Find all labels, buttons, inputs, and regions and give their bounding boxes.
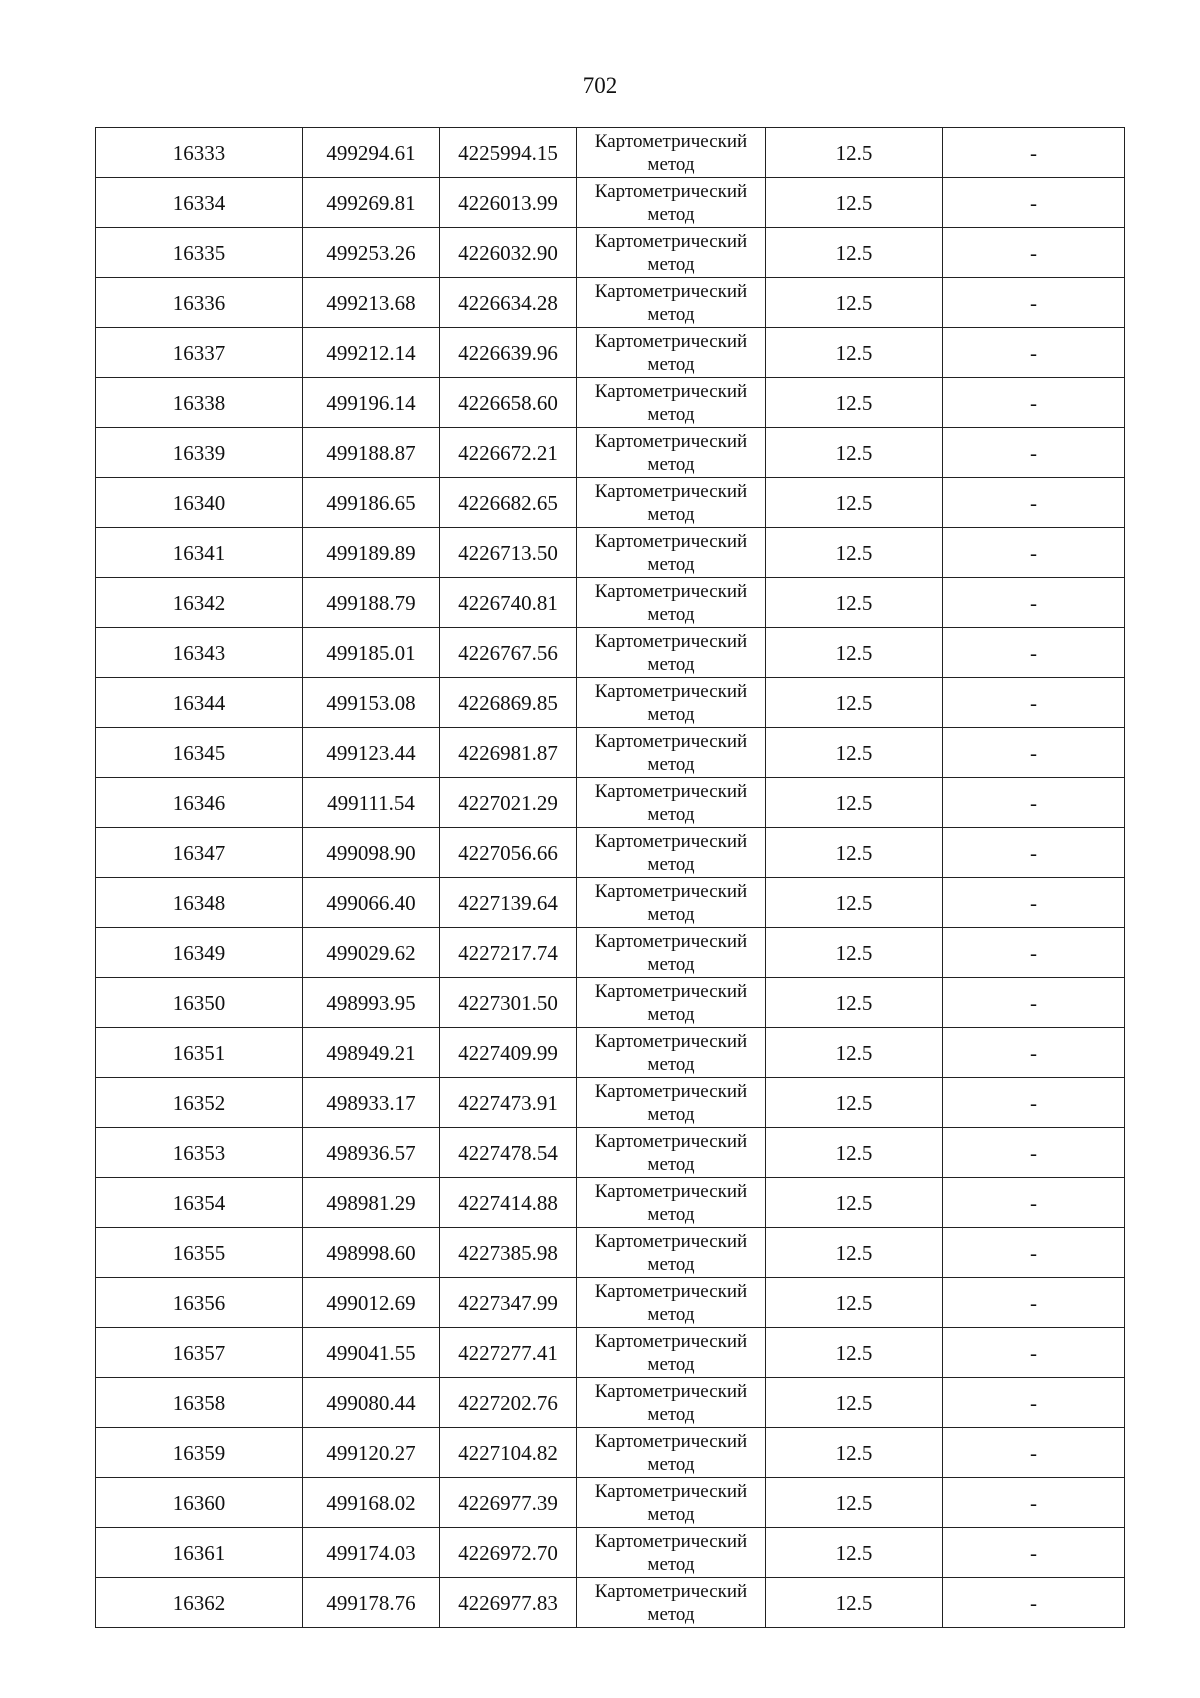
- table-row: [96, 528, 1125, 578]
- method-line-1: Картометрический: [594, 1480, 748, 1502]
- method-cell: [577, 778, 766, 828]
- method-line-1: Картометрический: [594, 880, 748, 902]
- x-coordinate-cell: 499066.40: [303, 878, 440, 928]
- y-coordinate-cell: 4226981.87: [440, 728, 577, 778]
- method-cell: [577, 928, 766, 978]
- accuracy-cell: 12.5: [766, 528, 943, 578]
- table-row: [96, 478, 1125, 528]
- y-coordinate-cell: 4226013.99: [440, 178, 577, 228]
- x-coordinate-cell: 499178.76: [303, 1578, 440, 1628]
- note-cell: -: [943, 778, 1125, 828]
- accuracy-cell: 12.5: [766, 828, 943, 878]
- method-cell: [577, 1378, 766, 1428]
- table-row: [96, 128, 1125, 178]
- method-line-2: метод: [647, 203, 695, 225]
- method-line-2: метод: [647, 1253, 695, 1275]
- y-coordinate-cell: 4226634.28: [440, 278, 577, 328]
- note-cell: -: [943, 428, 1125, 478]
- method-cell: [577, 478, 766, 528]
- method-line-1: Картометрический: [594, 1430, 748, 1452]
- method-line-1: Картометрический: [594, 580, 748, 602]
- x-coordinate-cell: 499120.27: [303, 1428, 440, 1478]
- accuracy-cell: 12.5: [766, 978, 943, 1028]
- point-id-cell: 16359: [96, 1428, 303, 1478]
- x-coordinate-cell: 499188.87: [303, 428, 440, 478]
- y-coordinate-cell: 4225994.15: [440, 128, 577, 178]
- x-coordinate-cell: 499185.01: [303, 628, 440, 678]
- coordinates-table: [95, 127, 1125, 1628]
- table-row: [96, 978, 1125, 1028]
- method-line-1: Картометрический: [594, 430, 748, 452]
- y-coordinate-cell: 4227301.50: [440, 978, 577, 1028]
- note-cell: -: [943, 1128, 1125, 1178]
- table-row: [96, 1278, 1125, 1328]
- method-line-1: Картометрический: [594, 330, 748, 352]
- method-line-2: метод: [647, 1053, 695, 1075]
- point-id-cell: 16340: [96, 478, 303, 528]
- accuracy-cell: 12.5: [766, 128, 943, 178]
- point-id-cell: 16356: [96, 1278, 303, 1328]
- y-coordinate-cell: 4226869.85: [440, 678, 577, 728]
- method-line-2: метод: [647, 1203, 695, 1225]
- coordinates-table-body: [96, 128, 1125, 1628]
- method-cell: [577, 1178, 766, 1228]
- x-coordinate-cell: 499294.61: [303, 128, 440, 178]
- method-line-2: метод: [647, 1003, 695, 1025]
- table-row: [96, 378, 1125, 428]
- page-number: 702: [582, 73, 618, 98]
- accuracy-cell: 12.5: [766, 1328, 943, 1378]
- note-cell: -: [943, 1178, 1125, 1228]
- table-row: [96, 1028, 1125, 1078]
- method-line-1: Картометрический: [594, 180, 748, 202]
- y-coordinate-cell: 4227473.91: [440, 1078, 577, 1128]
- accuracy-cell: 12.5: [766, 1428, 943, 1478]
- method-line-2: метод: [647, 1603, 695, 1625]
- method-line-2: метод: [647, 1153, 695, 1175]
- method-line-2: метод: [647, 853, 695, 875]
- table-row: [96, 228, 1125, 278]
- method-line-1: Картометрический: [594, 830, 748, 852]
- method-line-2: метод: [647, 453, 695, 475]
- x-coordinate-cell: 499153.08: [303, 678, 440, 728]
- point-id-cell: 16358: [96, 1378, 303, 1428]
- y-coordinate-cell: 4226672.21: [440, 428, 577, 478]
- point-id-cell: 16342: [96, 578, 303, 628]
- table-row: [96, 828, 1125, 878]
- y-coordinate-cell: 4227202.76: [440, 1378, 577, 1428]
- accuracy-cell: 12.5: [766, 178, 943, 228]
- method-cell: [577, 728, 766, 778]
- note-cell: -: [943, 978, 1125, 1028]
- accuracy-cell: 12.5: [766, 478, 943, 528]
- method-line-1: Картометрический: [594, 1230, 748, 1252]
- y-coordinate-cell: 4226767.56: [440, 628, 577, 678]
- point-id-cell: 16361: [96, 1528, 303, 1578]
- point-id-cell: 16345: [96, 728, 303, 778]
- method-line-1: Картометрический: [594, 930, 748, 952]
- note-cell: -: [943, 528, 1125, 578]
- method-line-1: Картометрический: [594, 630, 748, 652]
- method-line-2: метод: [647, 403, 695, 425]
- y-coordinate-cell: 4227104.82: [440, 1428, 577, 1478]
- y-coordinate-cell: 4227021.29: [440, 778, 577, 828]
- point-id-cell: 16335: [96, 228, 303, 278]
- y-coordinate-cell: 4226682.65: [440, 478, 577, 528]
- accuracy-cell: 12.5: [766, 1578, 943, 1628]
- y-coordinate-cell: 4227056.66: [440, 828, 577, 878]
- x-coordinate-cell: 499012.69: [303, 1278, 440, 1328]
- note-cell: -: [943, 228, 1125, 278]
- method-line-2: метод: [647, 653, 695, 675]
- accuracy-cell: 12.5: [766, 878, 943, 928]
- note-cell: -: [943, 678, 1125, 728]
- point-id-cell: 16349: [96, 928, 303, 978]
- accuracy-cell: 12.5: [766, 1178, 943, 1228]
- accuracy-cell: 12.5: [766, 378, 943, 428]
- y-coordinate-cell: 4226658.60: [440, 378, 577, 428]
- y-coordinate-cell: 4226032.90: [440, 228, 577, 278]
- point-id-cell: 16333: [96, 128, 303, 178]
- accuracy-cell: 12.5: [766, 328, 943, 378]
- y-coordinate-cell: 4226740.81: [440, 578, 577, 628]
- method-line-1: Картометрический: [594, 1180, 748, 1202]
- method-cell: [577, 1078, 766, 1128]
- table-row: [96, 1578, 1125, 1628]
- method-line-2: метод: [647, 1303, 695, 1325]
- x-coordinate-cell: 498981.29: [303, 1178, 440, 1228]
- method-line-1: Картометрический: [594, 1130, 748, 1152]
- y-coordinate-cell: 4226713.50: [440, 528, 577, 578]
- method-line-2: метод: [647, 303, 695, 325]
- method-line-1: Картометрический: [594, 280, 748, 302]
- note-cell: -: [943, 1278, 1125, 1328]
- x-coordinate-cell: 499080.44: [303, 1378, 440, 1428]
- y-coordinate-cell: 4227414.88: [440, 1178, 577, 1228]
- method-line-2: метод: [647, 1553, 695, 1575]
- note-cell: -: [943, 578, 1125, 628]
- point-id-cell: 16339: [96, 428, 303, 478]
- note-cell: -: [943, 1378, 1125, 1428]
- x-coordinate-cell: 498949.21: [303, 1028, 440, 1078]
- point-id-cell: 16354: [96, 1178, 303, 1228]
- method-cell: [577, 128, 766, 178]
- point-id-cell: 16360: [96, 1478, 303, 1528]
- method-cell: [577, 1528, 766, 1578]
- table-row: [96, 1378, 1125, 1428]
- table-row: [96, 928, 1125, 978]
- accuracy-cell: 12.5: [766, 1028, 943, 1078]
- note-cell: -: [943, 378, 1125, 428]
- accuracy-cell: 12.5: [766, 728, 943, 778]
- method-line-1: Картометрический: [594, 1580, 748, 1602]
- table-row: [96, 878, 1125, 928]
- method-line-1: Картометрический: [594, 230, 748, 252]
- y-coordinate-cell: 4227139.64: [440, 878, 577, 928]
- table-row: [96, 678, 1125, 728]
- x-coordinate-cell: 499041.55: [303, 1328, 440, 1378]
- method-cell: [577, 1428, 766, 1478]
- x-coordinate-cell: 498933.17: [303, 1078, 440, 1128]
- note-cell: -: [943, 1028, 1125, 1078]
- method-line-1: Картометрический: [594, 680, 748, 702]
- x-coordinate-cell: 498993.95: [303, 978, 440, 1028]
- point-id-cell: 16336: [96, 278, 303, 328]
- note-cell: -: [943, 1528, 1125, 1578]
- method-cell: [577, 878, 766, 928]
- method-line-1: Картометрический: [594, 1030, 748, 1052]
- accuracy-cell: 12.5: [766, 278, 943, 328]
- table-row: [96, 1228, 1125, 1278]
- note-cell: -: [943, 1078, 1125, 1128]
- x-coordinate-cell: 499168.02: [303, 1478, 440, 1528]
- method-line-2: метод: [647, 153, 695, 175]
- method-cell: [577, 528, 766, 578]
- method-line-1: Картометрический: [594, 130, 748, 152]
- point-id-cell: 16338: [96, 378, 303, 428]
- method-cell: [577, 178, 766, 228]
- point-id-cell: 16343: [96, 628, 303, 678]
- note-cell: -: [943, 1478, 1125, 1528]
- accuracy-cell: 12.5: [766, 678, 943, 728]
- x-coordinate-cell: 499189.89: [303, 528, 440, 578]
- y-coordinate-cell: 4227277.41: [440, 1328, 577, 1378]
- table-row: [96, 428, 1125, 478]
- accuracy-cell: 12.5: [766, 1528, 943, 1578]
- note-cell: -: [943, 878, 1125, 928]
- note-cell: -: [943, 128, 1125, 178]
- table-row: [96, 1528, 1125, 1578]
- note-cell: -: [943, 1578, 1125, 1628]
- method-line-1: Картометрический: [594, 1530, 748, 1552]
- point-id-cell: 16353: [96, 1128, 303, 1178]
- point-id-cell: 16337: [96, 328, 303, 378]
- accuracy-cell: 12.5: [766, 928, 943, 978]
- method-cell: [577, 828, 766, 878]
- table-row: [96, 1078, 1125, 1128]
- accuracy-cell: 12.5: [766, 578, 943, 628]
- accuracy-cell: 12.5: [766, 428, 943, 478]
- table-row: [96, 778, 1125, 828]
- x-coordinate-cell: 499186.65: [303, 478, 440, 528]
- method-line-2: метод: [647, 1103, 695, 1125]
- y-coordinate-cell: 4227217.74: [440, 928, 577, 978]
- method-cell: [577, 1228, 766, 1278]
- method-line-2: метод: [647, 1353, 695, 1375]
- method-line-2: метод: [647, 503, 695, 525]
- note-cell: -: [943, 728, 1125, 778]
- method-line-2: метод: [647, 1503, 695, 1525]
- method-line-1: Картометрический: [594, 1080, 748, 1102]
- method-cell: [577, 978, 766, 1028]
- accuracy-cell: 12.5: [766, 1128, 943, 1178]
- point-id-cell: 16357: [96, 1328, 303, 1378]
- note-cell: -: [943, 1428, 1125, 1478]
- x-coordinate-cell: 499174.03: [303, 1528, 440, 1578]
- y-coordinate-cell: 4227478.54: [440, 1128, 577, 1178]
- method-line-2: метод: [647, 803, 695, 825]
- accuracy-cell: 12.5: [766, 1228, 943, 1278]
- accuracy-cell: 12.5: [766, 778, 943, 828]
- method-cell: [577, 378, 766, 428]
- x-coordinate-cell: 499212.14: [303, 328, 440, 378]
- method-cell: [577, 278, 766, 328]
- method-cell: [577, 678, 766, 728]
- point-id-cell: 16350: [96, 978, 303, 1028]
- method-line-2: метод: [647, 903, 695, 925]
- y-coordinate-cell: 4227409.99: [440, 1028, 577, 1078]
- x-coordinate-cell: 499098.90: [303, 828, 440, 878]
- x-coordinate-cell: 499253.26: [303, 228, 440, 278]
- method-cell: [577, 228, 766, 278]
- accuracy-cell: 12.5: [766, 1278, 943, 1328]
- method-line-1: Картометрический: [594, 1380, 748, 1402]
- x-coordinate-cell: 499188.79: [303, 578, 440, 628]
- method-line-1: Картометрический: [594, 1330, 748, 1352]
- method-cell: [577, 1478, 766, 1528]
- table-row: [96, 328, 1125, 378]
- table-row: [96, 278, 1125, 328]
- method-cell: [577, 1578, 766, 1628]
- method-cell: [577, 328, 766, 378]
- x-coordinate-cell: 499123.44: [303, 728, 440, 778]
- method-line-1: Картометрический: [594, 530, 748, 552]
- method-cell: [577, 1128, 766, 1178]
- point-id-cell: 16346: [96, 778, 303, 828]
- point-id-cell: 16341: [96, 528, 303, 578]
- point-id-cell: 16348: [96, 878, 303, 928]
- point-id-cell: 16347: [96, 828, 303, 878]
- point-id-cell: 16352: [96, 1078, 303, 1128]
- table-row: [96, 578, 1125, 628]
- note-cell: -: [943, 628, 1125, 678]
- note-cell: -: [943, 478, 1125, 528]
- method-cell: [577, 1278, 766, 1328]
- y-coordinate-cell: 4227385.98: [440, 1228, 577, 1278]
- y-coordinate-cell: 4226977.83: [440, 1578, 577, 1628]
- table-row: [96, 178, 1125, 228]
- note-cell: -: [943, 178, 1125, 228]
- accuracy-cell: 12.5: [766, 628, 943, 678]
- method-line-2: метод: [647, 953, 695, 975]
- method-line-2: метод: [647, 353, 695, 375]
- table-row: [96, 728, 1125, 778]
- method-line-2: метод: [647, 603, 695, 625]
- point-id-cell: 16351: [96, 1028, 303, 1078]
- x-coordinate-cell: 499269.81: [303, 178, 440, 228]
- accuracy-cell: 12.5: [766, 228, 943, 278]
- x-coordinate-cell: 499029.62: [303, 928, 440, 978]
- point-id-cell: 16362: [96, 1578, 303, 1628]
- y-coordinate-cell: 4226977.39: [440, 1478, 577, 1528]
- note-cell: -: [943, 278, 1125, 328]
- method-line-1: Картометрический: [594, 780, 748, 802]
- accuracy-cell: 12.5: [766, 1378, 943, 1428]
- method-cell: [577, 628, 766, 678]
- method-cell: [577, 1028, 766, 1078]
- table-row: [96, 1428, 1125, 1478]
- x-coordinate-cell: 499196.14: [303, 378, 440, 428]
- x-coordinate-cell: 499213.68: [303, 278, 440, 328]
- table-row: [96, 1128, 1125, 1178]
- method-cell: [577, 428, 766, 478]
- method-cell: [577, 578, 766, 628]
- y-coordinate-cell: 4227347.99: [440, 1278, 577, 1328]
- method-cell: [577, 1328, 766, 1378]
- accuracy-cell: 12.5: [766, 1078, 943, 1128]
- method-line-1: Картометрический: [594, 380, 748, 402]
- y-coordinate-cell: 4226639.96: [440, 328, 577, 378]
- point-id-cell: 16344: [96, 678, 303, 728]
- y-coordinate-cell: 4226972.70: [440, 1528, 577, 1578]
- method-line-1: Картометрический: [594, 730, 748, 752]
- note-cell: -: [943, 828, 1125, 878]
- method-line-2: метод: [647, 253, 695, 275]
- method-line-1: Картометрический: [594, 980, 748, 1002]
- point-id-cell: 16355: [96, 1228, 303, 1278]
- method-line-2: метод: [647, 703, 695, 725]
- method-line-1: Картометрический: [594, 1280, 748, 1302]
- x-coordinate-cell: 498998.60: [303, 1228, 440, 1278]
- table-row: [96, 1328, 1125, 1378]
- x-coordinate-cell: 498936.57: [303, 1128, 440, 1178]
- x-coordinate-cell: 499111.54: [303, 778, 440, 828]
- note-cell: -: [943, 328, 1125, 378]
- method-line-2: метод: [647, 553, 695, 575]
- table-row: [96, 1478, 1125, 1528]
- method-line-2: метод: [647, 1453, 695, 1475]
- method-line-2: метод: [647, 1403, 695, 1425]
- note-cell: -: [943, 928, 1125, 978]
- table-row: [96, 628, 1125, 678]
- table-row: [96, 1178, 1125, 1228]
- point-id-cell: 16334: [96, 178, 303, 228]
- note-cell: -: [943, 1228, 1125, 1278]
- note-cell: -: [943, 1328, 1125, 1378]
- method-line-2: метод: [647, 753, 695, 775]
- accuracy-cell: 12.5: [766, 1478, 943, 1528]
- method-line-1: Картометрический: [594, 480, 748, 502]
